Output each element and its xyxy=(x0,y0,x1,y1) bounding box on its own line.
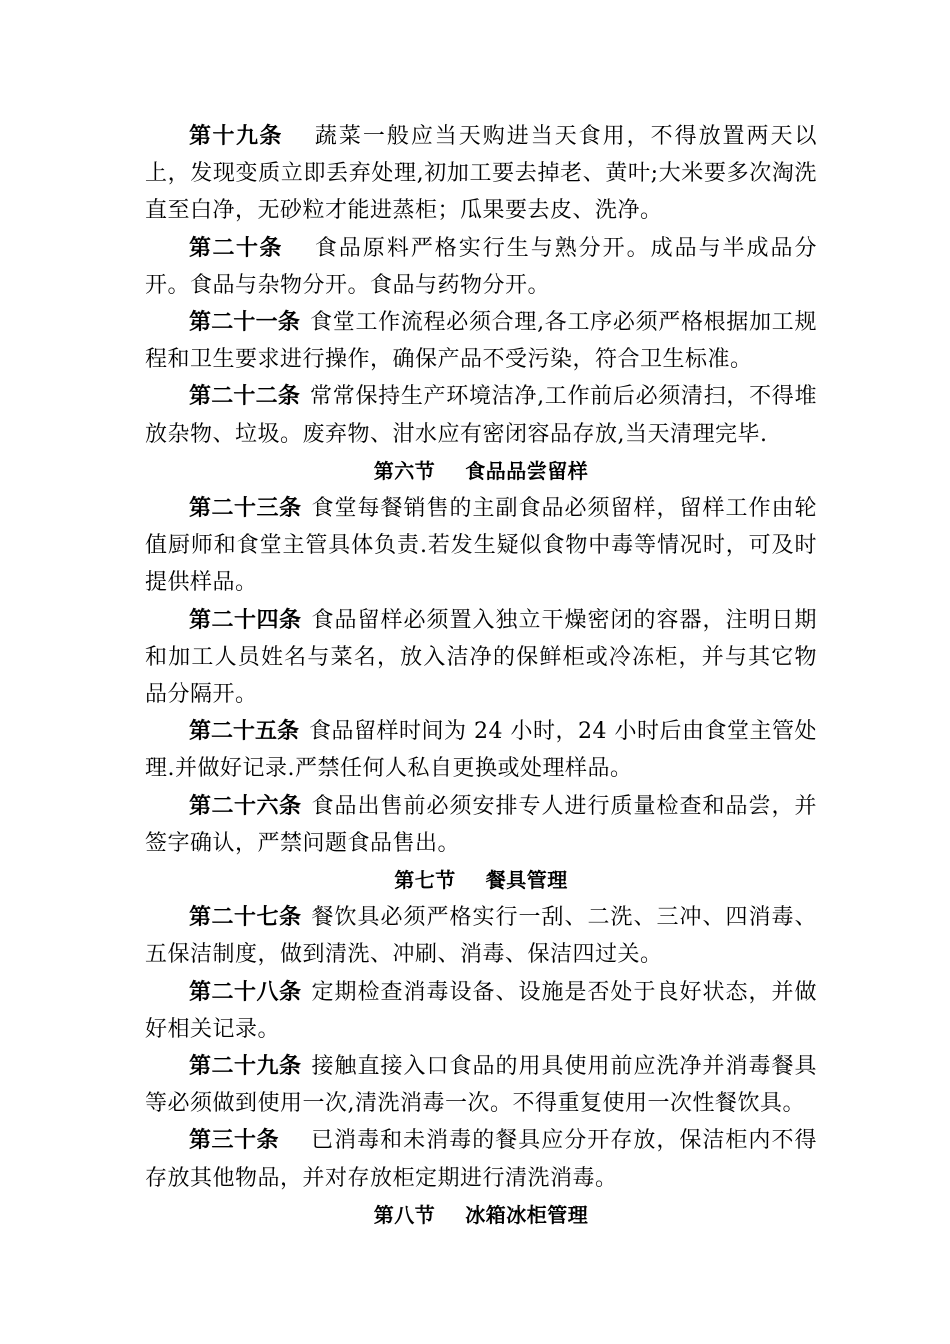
article-text: 食品留样必须置入独立干燥密闭的容器，注明日期和加工人员姓名与菜名，放入洁净的保鲜柜或冷冻柜，并与其它物品分隔开。 xyxy=(145,607,817,708)
article-29 xyxy=(145,1048,817,1122)
section-title: 冰箱冰柜管理 xyxy=(465,1202,589,1227)
article-text: 食堂工作流程必须合理,各工序必须严格根据加工规程和卫生要求进行操作，确保产品不受污染，符合卫生标准。 xyxy=(145,310,817,373)
article-30 xyxy=(145,1122,817,1196)
article-text: 食品留样时间为 24 小时，24 小时后由食堂主管处理.并做好记录.严禁任何人私自更换或处理样品。 xyxy=(145,719,817,782)
section-heading-6 xyxy=(145,453,817,490)
article-text: 食品出售前必须安排专人进行质量检查和品尝，并签字确认，严禁问题食品售出。 xyxy=(145,793,817,856)
section-title: 餐具管理 xyxy=(485,868,568,893)
section-title: 食品品尝留样 xyxy=(465,458,589,483)
section-heading-8 xyxy=(145,1197,817,1234)
article-text: 定期检查消毒设备、设施是否处于良好状态，并做好相关记录。 xyxy=(145,979,817,1042)
article-text: 食品原料严格实行生与熟分开。成品与半成品分开。食品与杂物分开。食品与药物分开。 xyxy=(145,235,817,298)
article-22 xyxy=(145,378,817,452)
article-label: 第二十三条 xyxy=(189,496,302,522)
article-21 xyxy=(145,304,817,378)
section-heading-7 xyxy=(145,862,817,899)
article-24 xyxy=(145,602,817,714)
article-text: 接触直接入口食品的用具使用前应洗净并消毒餐具等必须做到使用一次,清洗消毒一次。不得重复使用一次性餐饮具。 xyxy=(145,1054,817,1117)
article-26 xyxy=(145,788,817,862)
article-label: 第二十八条 xyxy=(189,979,302,1005)
section-number: 第七节 xyxy=(394,868,456,893)
article-label: 第二十四条 xyxy=(189,607,302,633)
article-label: 第二十九条 xyxy=(189,1054,302,1080)
document-body xyxy=(145,118,817,1234)
article-text: 常常保持生产环境洁净,工作前后必须清扫，不得堆放杂物、垃圾。废弃物、泔水应有密闭容品存放,当天清理完毕. xyxy=(145,384,817,447)
article-label: 第二十条 xyxy=(189,235,283,261)
section-number: 第六节 xyxy=(373,458,436,483)
article-28 xyxy=(145,974,817,1048)
article-23 xyxy=(145,490,817,602)
article-label: 第二十五条 xyxy=(189,719,300,745)
article-20 xyxy=(145,230,817,304)
section-number: 第八节 xyxy=(373,1202,436,1227)
article-text: 已消毒和未消毒的餐具应分开存放，保洁柜内不得存放其他物品，并对存放柜定期进行清洗消毒。 xyxy=(145,1128,817,1191)
article-label: 第二十六条 xyxy=(189,793,302,819)
article-19 xyxy=(145,118,817,230)
article-27 xyxy=(145,899,817,973)
article-label: 第十九条 xyxy=(189,124,283,149)
article-text: 食堂每餐销售的主副食品必须留样，留样工作由轮值厨师和食堂主管具体负责.若发生疑似食物中毒等情况时，可及时提供样品。 xyxy=(145,496,817,596)
article-text: 餐饮具必须严格实行一刮、二洗、三冲、四消毒、五保洁制度，做到清洗、冲刷、消毒、保洁四过关。 xyxy=(145,905,817,968)
article-label: 第二十七条 xyxy=(189,905,302,931)
article-label: 第二十一条 xyxy=(189,310,301,336)
article-label: 第二十二条 xyxy=(189,384,301,410)
article-text: 蔬菜一般应当天购进当天食用，不得放置两天以上，发现变质立即丢弃处理,初加工要去掉老、黄叶;大米要多次淘洗直至白净，无砂粒才能进蒸柜；瓜果要去皮、洗净。 xyxy=(145,124,817,224)
article-25 xyxy=(145,713,817,787)
article-label: 第三十条 xyxy=(189,1128,280,1154)
